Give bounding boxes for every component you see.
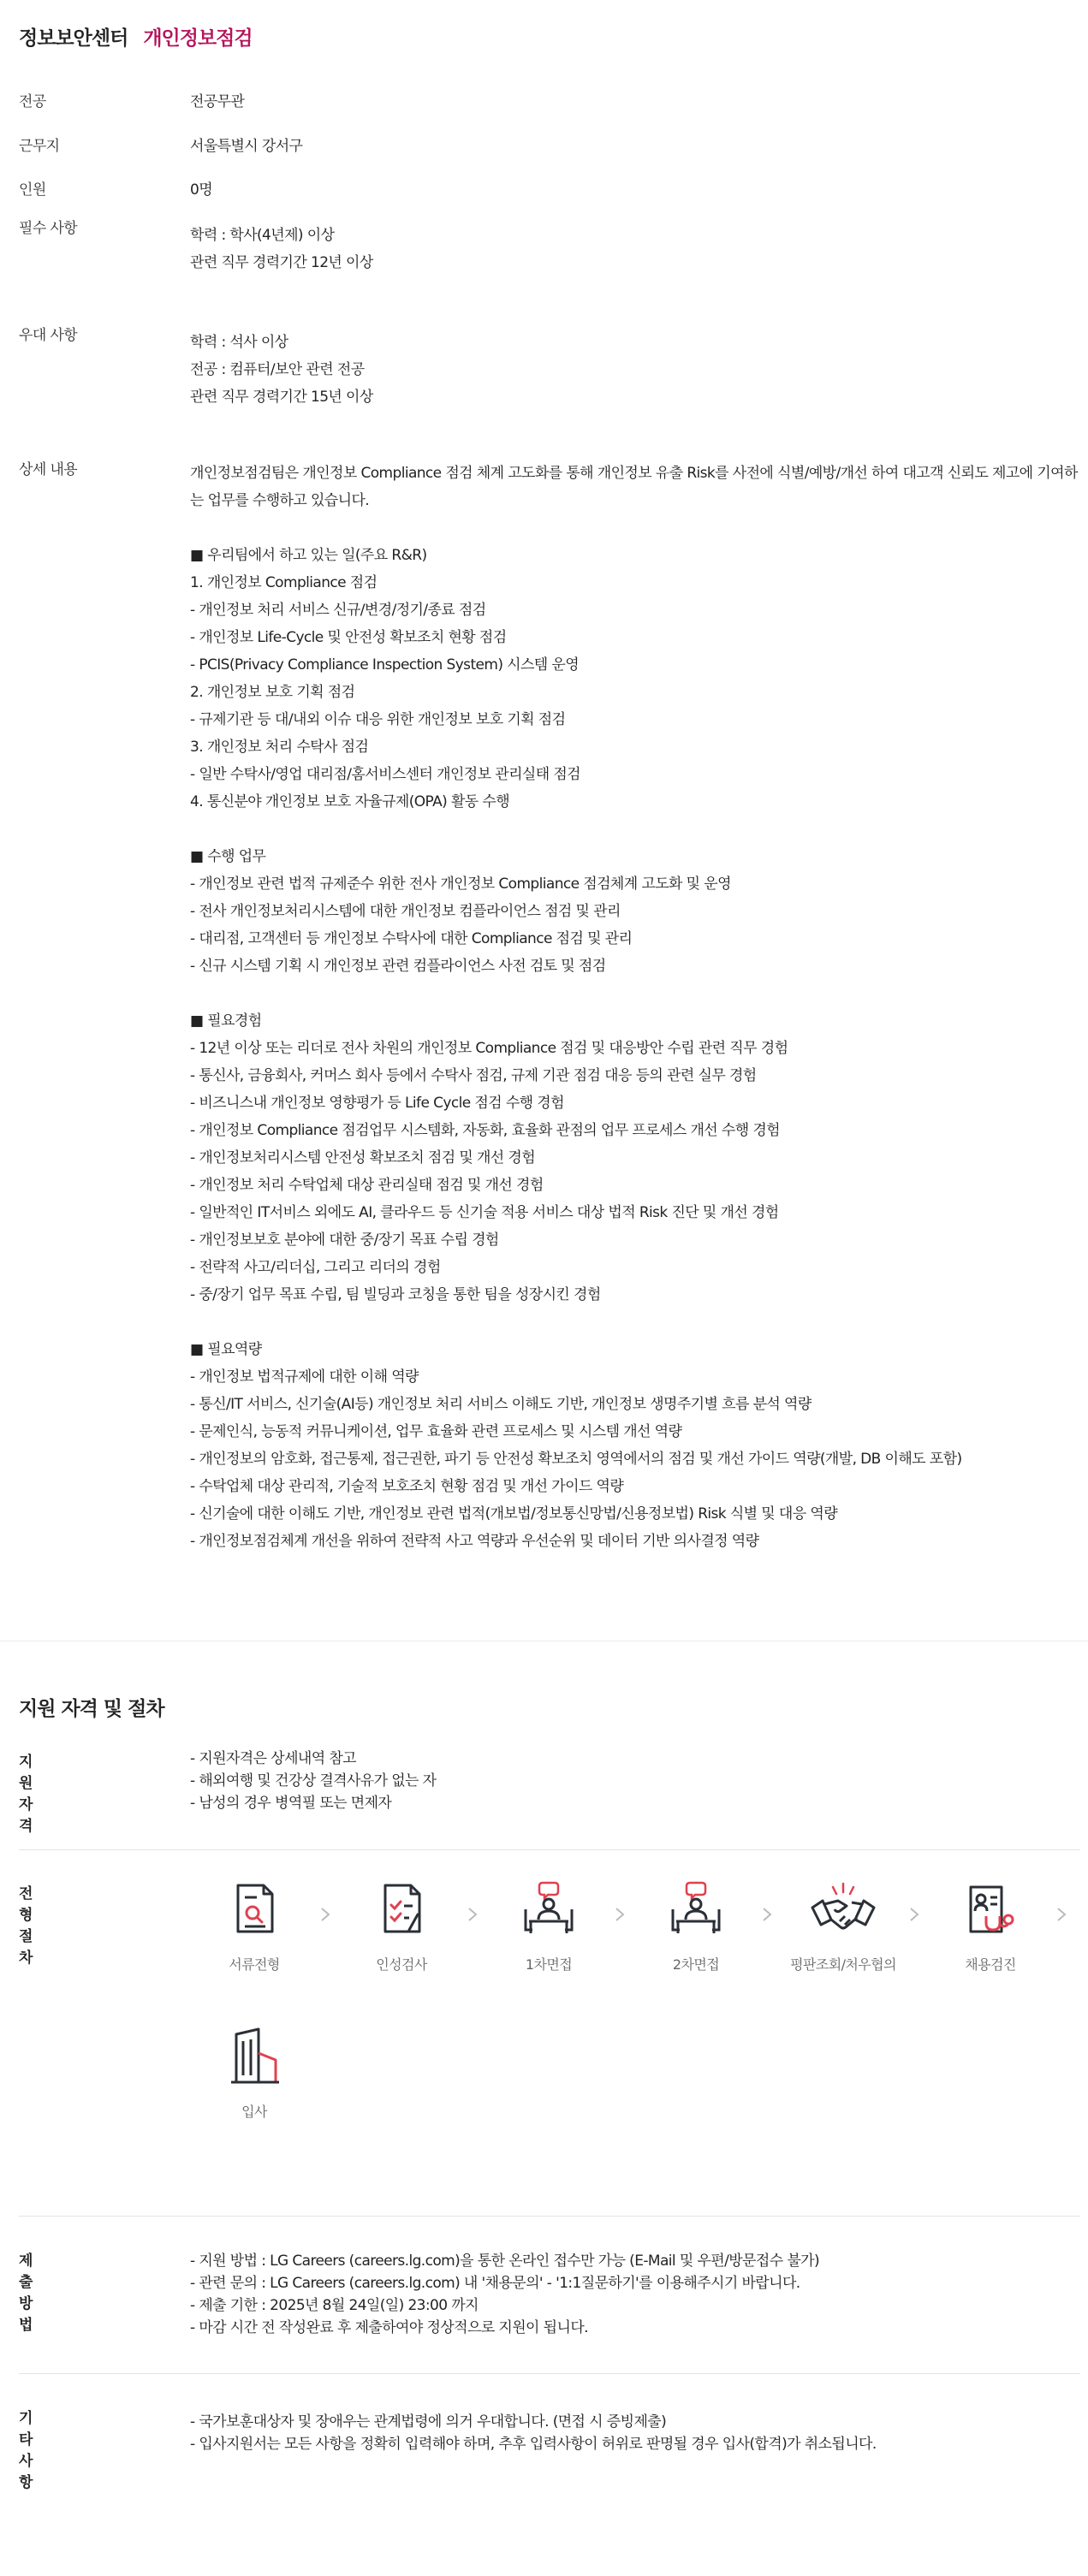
detail-line: - 개인정보 처리 서비스 신규/변경/정기/종료 점검 bbox=[190, 602, 486, 619]
detail-line: - 개인정보처리시스템 안전성 확보조치 점검 및 개선 경험 bbox=[190, 1149, 536, 1166]
row-divider bbox=[19, 1849, 1080, 1850]
detail-line: - 일반적인 IT서비스 외에도 AI, 클라우드 등 신기술 적용 서비스 대상 법적 Risk 진단 및 개선 경험 bbox=[190, 1204, 779, 1221]
info-value: 0명 bbox=[190, 181, 213, 199]
detail-line: - 개인정보 Life-Cycle 및 안전성 확보조치 현황 점검 bbox=[190, 629, 507, 646]
detail-line: - 12년 이상 또는 리더로 전사 차원의 개인정보 Compliance 점검 및 대응방안 수립 관련 직무 경험 bbox=[190, 1040, 788, 1057]
submission-line: - 제출 기한 : 2025년 8월 24일(일) 23:00 까지 bbox=[190, 2297, 479, 2314]
info-label: 상세 내용 bbox=[19, 461, 78, 478]
checklist-icon bbox=[375, 1880, 428, 1940]
detail-line: - 중/장기 업무 목표 수립, 팀 빌딩과 코칭을 통한 팀을 성장시킨 경험 bbox=[190, 1286, 601, 1303]
detail-line: - 문제인식, 능동적 커뮤니케이션, 업무 효율화 관련 프로세스 및 시스템 개선 역량 bbox=[190, 1423, 682, 1440]
detail-line: - 신기술에 대한 이해도 기반, 개인정보 관련 법적(개보법/정보통신망법/신용정보법) Risk 식별 및 대응 역량 bbox=[190, 1505, 838, 1522]
process-step bbox=[190, 1880, 318, 1974]
document-search-icon bbox=[228, 1880, 281, 1940]
qualification-value bbox=[190, 1748, 1080, 1814]
process-step bbox=[926, 1880, 1055, 1974]
detail-section-title: ■ 우리팀에서 하고 있는 일(주요 R&R) bbox=[190, 547, 427, 564]
detail-line: 1. 개인정보 Compliance 점검 bbox=[190, 574, 378, 591]
qualification-line: - 해외여행 및 건강상 결격사유가 없는 자 bbox=[190, 1772, 437, 1790]
apply-section-title: 지원 자격 및 절차 bbox=[19, 1698, 164, 1720]
process-step-label: 평판조회/처우협의 bbox=[790, 1956, 896, 1973]
row-divider bbox=[19, 2216, 1080, 2217]
detail-line: - 개인정보 법적규제에 대한 이해 역량 bbox=[190, 1368, 419, 1386]
info-label: 인원 bbox=[19, 181, 46, 199]
process-step-label: 1차면접 bbox=[525, 1956, 573, 1973]
process-step-label: 서류전형 bbox=[229, 1956, 280, 1973]
row-divider bbox=[19, 2373, 1080, 2374]
detail-section-title: ■ 필요경험 bbox=[190, 1012, 262, 1030]
qualification-line: - 지원자격은 상세내역 참고 bbox=[190, 1750, 356, 1767]
department-name: 정보보안센터 bbox=[19, 27, 128, 50]
detail-section-title: ■ 필요역량 bbox=[190, 1341, 262, 1358]
info-value: 서울특별시 강서구 bbox=[190, 138, 303, 155]
preferred-line: 전공 : 컴퓨터/보안 관련 전공 bbox=[190, 361, 365, 378]
process-step-label: 입사 bbox=[241, 2104, 267, 2120]
chevron-right-icon bbox=[1053, 1906, 1070, 1923]
detail-line: - 대리점, 고객센터 등 개인정보 수탁사에 대한 Compliance 점검 및 관리 bbox=[190, 930, 633, 947]
interview-icon bbox=[522, 1880, 575, 1940]
required-line: 학력 : 학사(4년제) 이상 bbox=[190, 227, 335, 244]
chevron-right-icon bbox=[317, 1906, 334, 1923]
detail-line: - 수탁업체 대상 관리적, 기술적 보호조치 현황 점검 및 개선 가이드 역량 bbox=[190, 1478, 624, 1495]
info-label: 우대 사항 bbox=[19, 327, 78, 344]
detail-line: - 전략적 사고/리더십, 그리고 리더의 경험 bbox=[190, 1259, 441, 1276]
position-name: 개인정보점검 bbox=[143, 27, 253, 50]
qualification-label: 지원자격 bbox=[19, 1754, 33, 1835]
process-step-label: 2차면접 bbox=[672, 1956, 720, 1973]
submission-value bbox=[190, 2250, 1080, 2339]
required-line: 관련 직무 경력기간 12년 이상 bbox=[190, 254, 373, 271]
etc-label: 기타사항 bbox=[19, 2410, 33, 2491]
process-step bbox=[485, 1880, 613, 1974]
chevron-right-icon bbox=[464, 1906, 481, 1923]
detail-line: - 개인정보 관련 법적 규제준수 위한 전사 개인정보 Compliance 점검체계 고도화 및 운영 bbox=[190, 875, 731, 893]
page-title bbox=[19, 22, 253, 50]
submission-line: - 마감 시간 전 작성완료 후 제출하여야 정상적으로 지원이 됩니다. bbox=[190, 2319, 588, 2336]
info-label: 필수 사항 bbox=[19, 220, 78, 237]
info-value bbox=[190, 222, 1088, 276]
info-value bbox=[190, 329, 1088, 411]
medical-checkup-icon bbox=[964, 1880, 1017, 1940]
process-step-label: 인성검사 bbox=[376, 1956, 427, 1973]
detail-line: - 일반 수탁사/영업 대리점/홈서비스센터 개인정보 관리실태 점검 bbox=[190, 766, 580, 783]
detail-line: 4. 통신분야 개인정보 보호 자율규제(OPA) 활동 수행 bbox=[190, 793, 510, 810]
detail-line: - 개인정보의 암호화, 접근통제, 접근권한, 파기 등 안전성 확보조치 영역에서의 점검 및 개선 가이드 역량(개발, DB 이해도 포함) bbox=[190, 1451, 962, 1468]
detail-line: - 통신사, 금융회사, 커머스 회사 등에서 수탁사 점검, 규제 기관 점검 대응 등의 관련 실무 경험 bbox=[190, 1067, 757, 1084]
process-step bbox=[337, 1880, 466, 1974]
chevron-right-icon bbox=[758, 1906, 776, 1923]
etc-line: - 입사지원서는 모든 사항을 정확히 입력해야 하며, 추후 입력사항이 허위로 판명될 경우 입사(합격)가 취소됩니다. bbox=[190, 2436, 877, 2453]
info-label: 전공 bbox=[19, 93, 46, 110]
detail-line: - 개인정보 처리 수탁업체 대상 관리실태 점검 및 개선 경험 bbox=[190, 1177, 544, 1194]
detail-line: - 개인정보 Compliance 점검업무 시스템화, 자동화, 효율화 관점의 업무 프로세스 개선 수행 경험 bbox=[190, 1122, 780, 1139]
submission-line: - 지원 방법 : LG Careers (careers.lg.com)을 통한 온라인 접수만 가능 (E-Mail 및 우편/방문접수 불가) bbox=[190, 2253, 819, 2270]
preferred-line: 학력 : 석사 이상 bbox=[190, 334, 288, 351]
info-value: 전공무관 bbox=[190, 93, 245, 110]
detail-line: - 개인정보점검체계 개선을 위하여 전략적 사고 역량과 우선순위 및 데이터 기반 의사결정 역량 bbox=[190, 1533, 759, 1550]
process-step bbox=[632, 1880, 760, 1974]
submission-label: 제출방법 bbox=[19, 2253, 33, 2334]
preferred-line: 관련 직무 경력기간 15년 이상 bbox=[190, 389, 373, 406]
detail-line: - 개인정보보호 분야에 대한 중/장기 목표 수립 경험 bbox=[190, 1232, 499, 1249]
etc-value bbox=[190, 2411, 1080, 2455]
detail-line: - 통신/IT 서비스, 신기술(AI등) 개인정보 처리 서비스 이해도 기반, 개인정보 생명주기별 흐름 분석 역량 bbox=[190, 1396, 812, 1413]
qualification-line: - 남성의 경우 병역필 또는 면제자 bbox=[190, 1795, 392, 1812]
submission-line: - 관련 문의 : LG Careers (careers.lg.com) 내 '채용문의' - '1:1질문하기'를 이용해주시기 바랍니다. bbox=[190, 2275, 800, 2292]
office-building-icon bbox=[228, 2027, 281, 2087]
chevron-right-icon bbox=[611, 1906, 628, 1923]
process-step bbox=[190, 2027, 318, 2121]
interview-icon bbox=[669, 1880, 722, 1940]
process-step bbox=[779, 1880, 907, 1974]
detail-line: - 전사 개인정보처리시스템에 대한 개인정보 컴플라이언스 점검 및 관리 bbox=[190, 903, 621, 920]
detail-line: - 규제기관 등 대/내외 이슈 대응 위한 개인정보 보호 기획 점검 bbox=[190, 711, 566, 728]
info-label: 근무지 bbox=[19, 138, 60, 155]
detail-content bbox=[190, 460, 1080, 1555]
process-step-label: 채용검진 bbox=[965, 1956, 1016, 1973]
chevron-right-icon bbox=[906, 1906, 923, 1923]
detail-intro: 개인정보점검팀은 개인정보 Compliance 점검 체계 고도화를 통해 개인정보 유출 Risk를 사전에 식별/예방/개선 하여 대고객 신뢰도 제고에 기여하는 업무를 수행하고 있습니다. bbox=[190, 465, 1078, 509]
detail-line: - PCIS(Privacy Compliance Inspection System) 시스템 운영 bbox=[190, 656, 580, 674]
detail-line: - 신규 시스템 기획 시 개인정보 관련 컴플라이언스 사전 검토 및 점검 bbox=[190, 958, 606, 975]
detail-section-title: ■ 수행 업무 bbox=[190, 848, 266, 865]
handshake-icon bbox=[809, 1880, 877, 1940]
etc-line: - 국가보훈대상자 및 장애우는 관계법령에 의거 우대합니다. (면접 시 증빙제출) bbox=[190, 2413, 667, 2431]
process-label: 전형절차 bbox=[19, 1885, 33, 1967]
detail-line: - 비즈니스내 개인정보 영향평가 등 Life Cycle 점검 수행 경험 bbox=[190, 1095, 564, 1112]
detail-line: 2. 개인정보 보호 기획 점검 bbox=[190, 684, 355, 701]
detail-line: 3. 개인정보 처리 수탁사 점검 bbox=[190, 739, 369, 756]
